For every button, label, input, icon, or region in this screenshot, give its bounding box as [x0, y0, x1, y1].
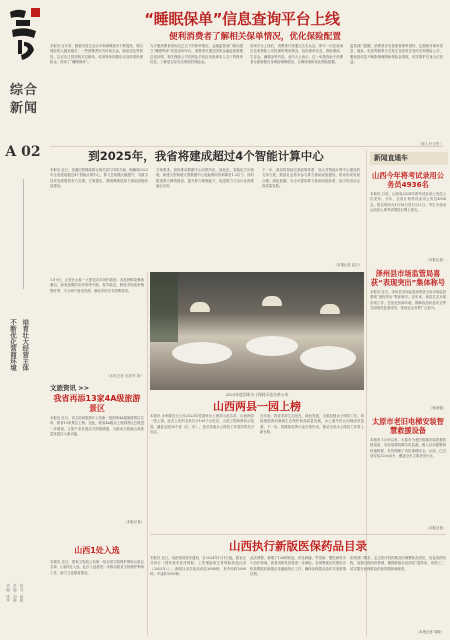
- motto-line: 不断优化营商环境: [9, 319, 17, 371]
- editor-line: 责编：张华: [6, 584, 11, 602]
- photo-story-col: 近年来，我省坚持生态优先、绿色发展，全面加强水土保持工作，持续推进黄河流域生态保护和高质量发展，水土流失综合治理成效显著。下一步，将继续发挥示范引领作用，推动全省水土保持工作再上新台阶。: [260, 414, 364, 435]
- sidebar-headline: 泽州县市场监管局喜获“表现突出”集体称号: [370, 269, 446, 287]
- lead-story-col: 查询平台上线后，消费者只需通过实名认证，即可一次性查询在各家保险公司投保的保单情况，包括保单状态、保险期间、生存金、满期金等内容。业内人士表示，这一举措有助于消费者全面掌握自身保险保障情况，合理规划和优化保险配置。: [250, 44, 343, 65]
- logo-calligraphy-graphic: [4, 6, 42, 64]
- heritage-headline: 山西1处入选: [74, 546, 120, 555]
- photo-caption: 2023年度国家水土保持示范名单公布: [225, 392, 289, 397]
- photo-table: [246, 336, 298, 356]
- news-photo: [150, 272, 364, 390]
- newspaper-logo: [4, 6, 42, 64]
- medicine-story: [150, 556, 446, 634]
- masthead-divider: [23, 179, 24, 289]
- ai-story-col: 本报讯 近日，省通信管理局联合相关部门印发方案，明确到2025年全省建成超过4个智能计算中心，算力总规模大幅提升，为数字经济发展提供有力支撑。方案提出，要统筹推进算力基础设施布局建设。: [50, 168, 148, 189]
- photo-story-col: 本报讯 水利部近日公布2023年度国家水土保持示范名单，山西两县一园上榜。此次公布的名单共计105个示范县、示范工程和科技示范园，涵盖全国30个省（区、市），是对各地水土保持工作成效的充分肯定。: [150, 414, 254, 435]
- tourism-section-label: 文旅资讯 >>: [50, 384, 90, 392]
- medicine-col: 本报讯 近日，省医保局发布通知，自2024年1月1日起，我省正式执行《国家基本医疗保险、工伤保险和生育保险药品目录（2023年）》。新版目录共收录药品3088种，其中西药1698种、中成药1390种。: [150, 556, 246, 577]
- tourism-headline: 我省再添13家4A级旅游景区: [53, 394, 141, 413]
- ai-story-headline: 到2025年，我省将建成超过4个智能计算中心: [88, 149, 324, 163]
- ai-story-byline: （本报记者 赵宇）: [333, 263, 362, 267]
- page-code: A 02: [5, 144, 41, 160]
- photo-story-headline: 山西两县一园上榜: [213, 400, 301, 413]
- photo-plant: [150, 272, 178, 342]
- editor-line: 美编：刘晓: [13, 584, 18, 602]
- editor-line: 校对：杨敏: [20, 584, 25, 602]
- flower-market-story: 1月9日，记者在太原一大型花卉市场内看到，各品种鲜花琳琅满目，前来选购的市民络绎不绝。春节临近，鲜花市场迎来销售旺季，不少商户备足货源，满足市民年节消费需求。: [50, 278, 144, 293]
- section-divider: [50, 146, 444, 147]
- photo-table: [300, 346, 356, 370]
- tourism-body: 本报讯 近日，省文化和旅游厅公布新一批国家4A级旅游景区名单，我省13家景区上榜。至此，我省4A级以上旅游景区总数进一步增加，文旅产业发展活力持续增强，为推动文旅融合高质量发展注入新动能。: [50, 416, 144, 437]
- sidebar-body: 本报讯 近日，泽州县市场监管局荣获全省市场监管系统“表现突出”集体称号。近年来，该局扎实开展各项工作，在优化营商环境、保障食品药品安全等方面取得显著成效，受到社会各界广泛好评。: [370, 290, 446, 311]
- sidebar-headline: 山西今年将考试录用公务员4936名: [372, 171, 444, 189]
- photo-lamp: [262, 296, 282, 306]
- lead-story-byline: （据人民日报）: [417, 142, 443, 146]
- medicine-headline: 山西执行新版医保药品目录: [229, 539, 367, 553]
- sidebar-byline: （本报记者）: [425, 258, 446, 262]
- lead-story-col: 本报讯 近年来，随着百姓生活水平和保障意识不断提高，购买保险的人越来越多。一些消费者因为时间久远、地址变化等原因，忘记自己曾经购买过保单，或者保单到期后未及时领取保险金，形成了“睡眠保单”。: [50, 44, 143, 65]
- editor-info: [6, 584, 42, 636]
- ai-story-col: 方案要求，加快推动数据中心向集约化、绿色化、智能化方向发展，新建大型和超大型数据中心电能利用效率降至1.3以下。同时推进算力网络建设，提升算力调度能力，促进算力与各行业深度融合应用。: [156, 168, 254, 189]
- lead-story-col: 为方便消费者查询自己名下的保单情况，金融监管部门推动建立“睡眠保单”信息查询平台。消费者可通过国家金融监督管理总局官网、相关保险公司官网及手机应用查询本人名下的保单信息，了解是否存在未领取的保险金。: [150, 44, 243, 65]
- sidebar-title: 新闻直通车: [370, 152, 448, 165]
- medicine-col: 此次调整，新增了126种药品，涉及肿瘤、罕见病、慢性病等多个治疗领域，患者用药负担将进一步减轻。各统筹地区医保经办机构要做好新版目录落地执行工作，确保参保群众及时享受政策红利。: [250, 556, 346, 577]
- page-subhead: 便利消费者了解相关保单情况，优化保险配置: [169, 32, 341, 42]
- photo-table: [172, 342, 232, 364]
- sidebar-byline: （杨普强）: [429, 406, 446, 410]
- page-headline: “睡眠保单”信息查询平台上线: [144, 10, 340, 28]
- sidebar-headline: 太原市老旧电梯安装智慧救援设备: [372, 417, 444, 435]
- medicine-col: 医保部门要求，定点医疗机构要及时调整药品供应，优化用药结构，加强合理用药管理，确保新版目录药品“进得来、用得上”，切实提升参保群众的获得感和满意度。: [350, 556, 446, 571]
- column-divider: [147, 272, 148, 636]
- photo-lamp: [190, 302, 210, 312]
- sidebar-body: 本报讯 1月份以来，太原市为老旧电梯安装智慧救援设备，实现电梯故障实时监测、困人自动报警和快速救援，有效保障了市民乘梯安全。目前，已完成安装1200余台，覆盖全市主要老旧小区。: [370, 438, 446, 459]
- photo-lamp: [320, 304, 340, 314]
- lead-story-col: 监管部门提醒，消费者应妥善保管保单资料，定期核对保单信息，地址、电话等联系方式发生变化时应及时告知保险公司，避免因信息不畅影响理赔和保险金领取，切实维护自身合法权益。: [350, 44, 443, 65]
- tourism-byline: （本报记者）: [123, 520, 144, 524]
- flower-market-byline: （本报记者 闫建军 摄）: [105, 374, 144, 378]
- heritage-body: 本报讯 近日，国家文物局公布第一批全国文物保护利用示范区名单，山西1处入选。此次入选将进一步推动我省文物保护利用工作，助力文化强省建设。: [50, 560, 144, 575]
- motto-line: 培育壮大经营主体: [21, 319, 30, 371]
- ai-story-col: 下一步，我省将持续完善政策体系，加大对智能计算中心建设的支持力度，鼓励社会资本参与算力基础设施建设，推动形成布局合理、绿色低碳、安全可靠的算力基础设施体系，助力经济社会高质量发展。: [262, 168, 360, 189]
- ai-story: [50, 168, 362, 272]
- section-label: 综合新闻: [9, 83, 38, 116]
- lead-story: [50, 44, 444, 144]
- sidebar-body: 本报讯 日前，山西省2024年度考试录用公务员公告发布。今年，全省计划考试录用公务员4936名。报名时间为1月16日至1月22日，考生可登录山西省人事考试网进行网上报名。: [370, 192, 446, 213]
- masthead-column: [4, 4, 44, 636]
- photo-story: [150, 414, 364, 532]
- sidebar-byline: （本报记者）: [425, 526, 446, 530]
- medicine-byline: （本报记者 周敏）: [415, 630, 444, 634]
- section-divider: [150, 534, 446, 535]
- motto: [9, 319, 39, 373]
